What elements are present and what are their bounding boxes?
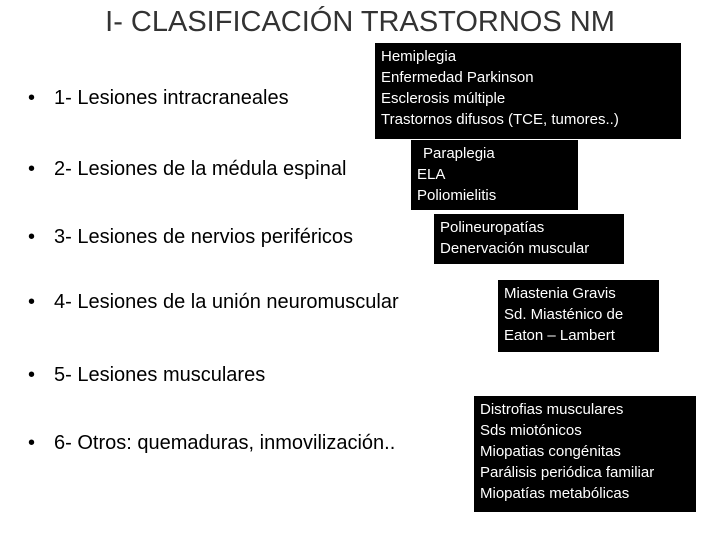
bullet-glyph: • [28,291,36,313]
bullet-item-otros [28,431,395,455]
bullet-item-intracraneales [28,86,289,110]
detail-line: Parálisis periódica familiar [480,464,655,481]
detail-line: Denervación muscular [440,240,590,257]
detail-line: Sds miotónicos [480,422,582,439]
detail-line: Poliomielitis [417,187,497,204]
detail-line: Eaton – Lambert [504,327,615,344]
bullet-text: 5- Lesiones musculares [54,364,266,386]
slide-title: I- CLASIFICACIÓN TRASTORNOS NM [105,6,615,38]
detail-box-medula-espinal [411,140,578,210]
bullet-item-medula-espinal [28,157,346,181]
detail-line: Esclerosis múltiple [381,90,506,107]
detail-line: Sd. Miasténico de [504,306,624,323]
detail-box-otros [474,396,696,512]
detail-box-nervios-perifericos [434,214,624,264]
detail-line: Hemiplegia [381,48,457,65]
bullet-text: 6- Otros: quemaduras, inmovilización.. [54,432,396,454]
bullet-glyph: • [28,432,36,454]
bullet-text: 4- Lesiones de la unión neuromuscular [54,291,399,313]
bullet-glyph: • [28,226,36,248]
detail-line: Miastenia Gravis [504,285,616,302]
bullet-glyph: • [28,87,36,109]
bullet-glyph: • [28,158,36,180]
detail-box-intracraneales [375,43,681,139]
bullet-text: 3- Lesiones de nervios periféricos [54,226,354,248]
detail-line: ELA [417,166,446,183]
detail-line: Enfermedad Parkinson [381,69,534,86]
bullet-text: 1- Lesiones intracraneales [54,87,289,109]
detail-line: Polineuropatías [440,219,545,236]
detail-line: Trastornos difusos (TCE, tumores..) [381,111,619,128]
detail-line: Distrofias musculares [480,401,624,418]
bullet-glyph: • [28,364,36,386]
bullet-item-nervios-perifericos [28,225,353,249]
bullet-item-musculares [28,363,265,387]
bullet-text: 2- Lesiones de la médula espinal [54,158,347,180]
detail-line: Paraplegia [423,145,495,162]
detail-box-union-neuromuscular [498,280,659,352]
detail-line: Miopatías metabólicas [480,485,630,502]
detail-line: Miopatias congénitas [480,443,621,460]
bullet-item-union-neuromuscular [28,290,399,314]
